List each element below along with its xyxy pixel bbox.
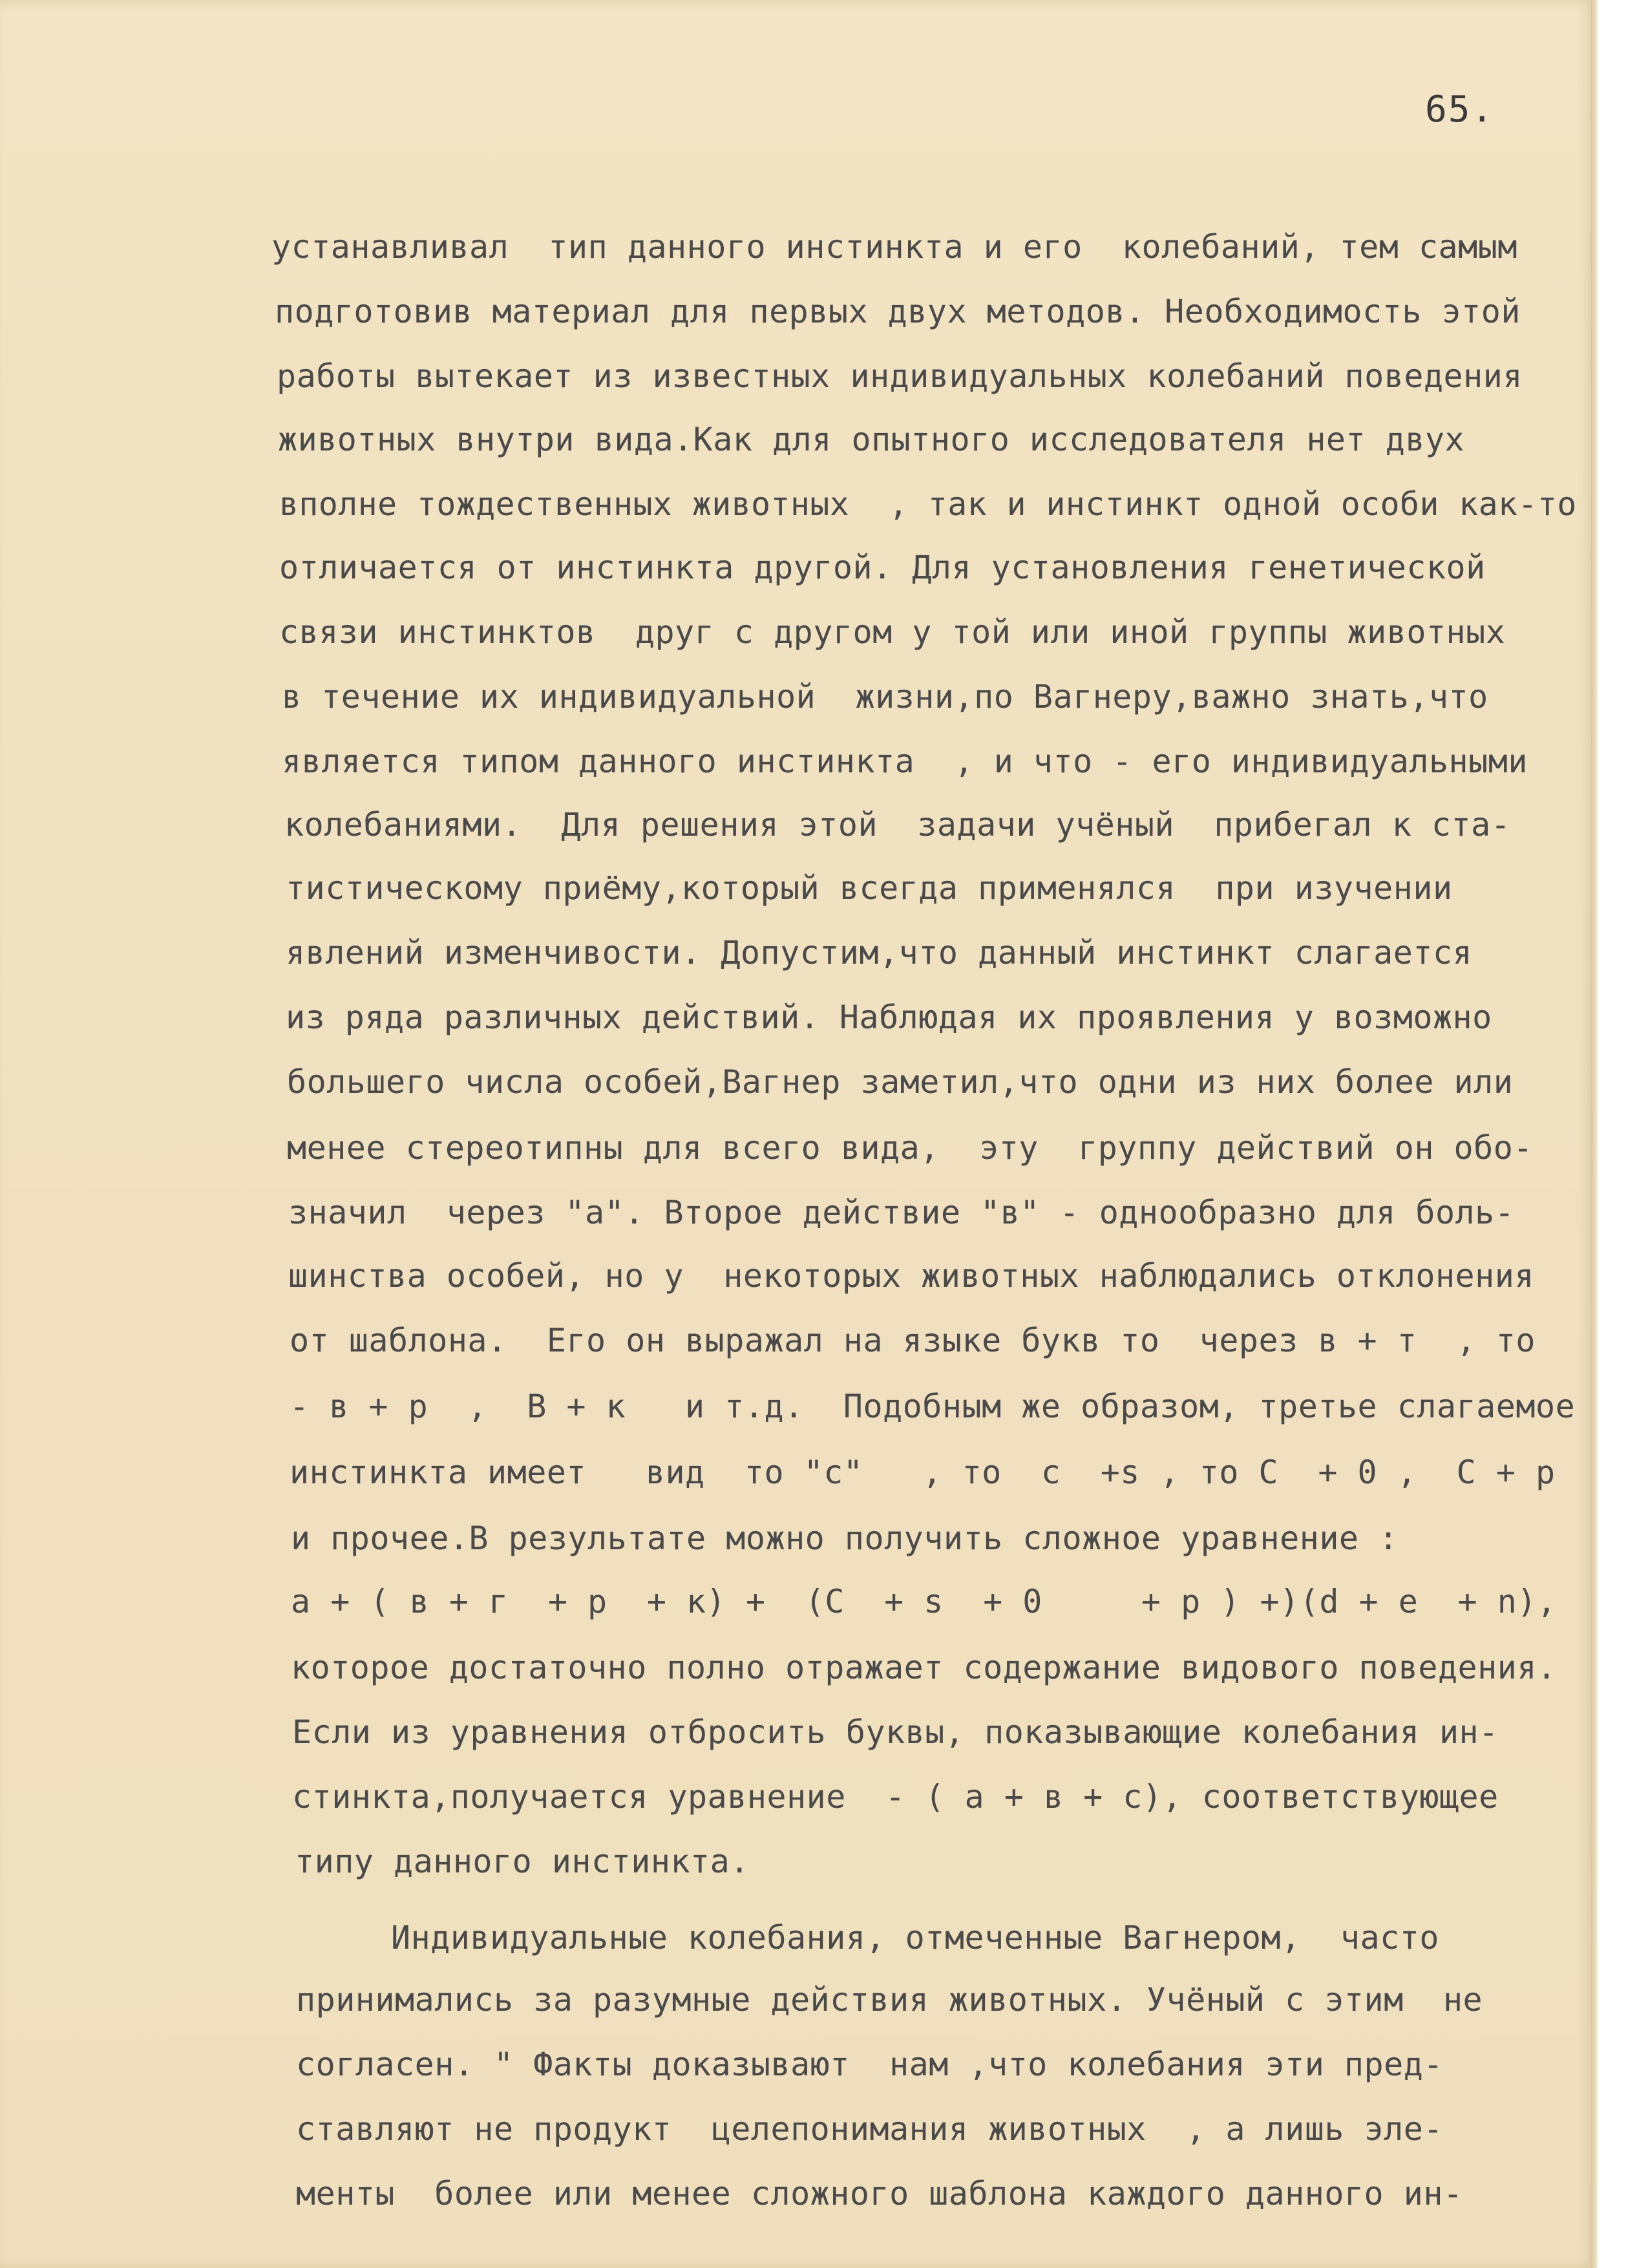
text-line: и прочее.В результате можно получить сложное уравнение :: [291, 1520, 1399, 1557]
text-line: инстинкта имеет вид то "с" , то с +s , то С + 0 , С + р: [290, 1454, 1556, 1491]
text-line: является типом данного инстинкта , и что - его индивидуальными: [282, 743, 1528, 780]
text-line: согласен. " Факты доказывают нам ,что колебания эти пред-: [296, 2046, 1443, 2083]
text-line: - в + р , В + к и т.д. Подобным же образом, третье слагаемое: [290, 1388, 1576, 1425]
text-line: колебаниями. Для решения этой задачи учёный прибегал к ста-: [284, 806, 1511, 843]
text-line: стинкта,получается уравнение - ( а + в + с), соответствующее: [292, 1778, 1499, 1816]
text-line: которое достаточно полно отражает содержание видового поведения.: [291, 1649, 1557, 1686]
text-line: подготовив материал для первых двух методов. Необходимость этой: [275, 293, 1521, 330]
text-line: Индивидуальные колебания, отмеченные Вагнером, часто: [292, 1919, 1439, 1956]
text-line: значил через "а". Второе действие "в" - однообразно для боль-: [288, 1194, 1515, 1231]
text-line: работы вытекает из известных индивидуальных колебаний поведения: [277, 357, 1523, 395]
page-number: 65.: [1425, 89, 1495, 131]
text-line: тистическому приёму,который всегда применялся при изучении: [286, 869, 1453, 907]
text-line: менты более или менее сложного шаблона каждого данного ин-: [296, 2175, 1463, 2212]
text-line: типу данного инстинкта.: [295, 1843, 750, 1880]
text-line: от шаблона. Его он выражал на языке букв то через в + т , то: [290, 1322, 1536, 1359]
text-line: связи инстинктов друг с другом у той или иной группы животных: [279, 613, 1506, 651]
text-line: большего числа особей,Вагнер заметил,что одни из них более или: [287, 1063, 1514, 1101]
text-line: отличается от инстинкта другой. Для установления генетической: [279, 549, 1486, 586]
text-line: вполне тождественных животных , так и инстинкт одной особи как-то: [279, 485, 1577, 523]
text-line: животных внутри вида.Как для опытного исследователя нет двух: [278, 421, 1465, 458]
text-line: принимались за разумные действия животных. Учёный с этим не: [296, 1981, 1483, 2019]
text-line: в течение их индивидуальной жизни,по Вагнеру,важно знать,что: [282, 678, 1488, 715]
text-line: шинства особей, но у некоторых животных наблюдались отклонения: [288, 1257, 1534, 1295]
text-line: Если из уравнения отбросить буквы, показывающие колебания ин-: [292, 1713, 1499, 1751]
text-line: ставляют не продукт целепонимания животных , а лишь эле-: [296, 2110, 1443, 2148]
text-line: явлений изменчивости. Допустим,что данный инстинкт слагается: [286, 934, 1473, 971]
text-line: из ряда различных действий. Наблюдая их проявления у возможно: [286, 999, 1492, 1036]
text-line: устанавливал тип данного инстинкта и его колебаний, тем самым: [271, 228, 1517, 266]
page-edge: [1591, 0, 1598, 2268]
text-line: а + ( в + г + р + к) + (С + s + 0 + р ) +)(d + е + n),: [291, 1583, 1557, 1620]
text-line: менее стереотипны для всего вида, эту группу действий он обо-: [287, 1129, 1533, 1167]
